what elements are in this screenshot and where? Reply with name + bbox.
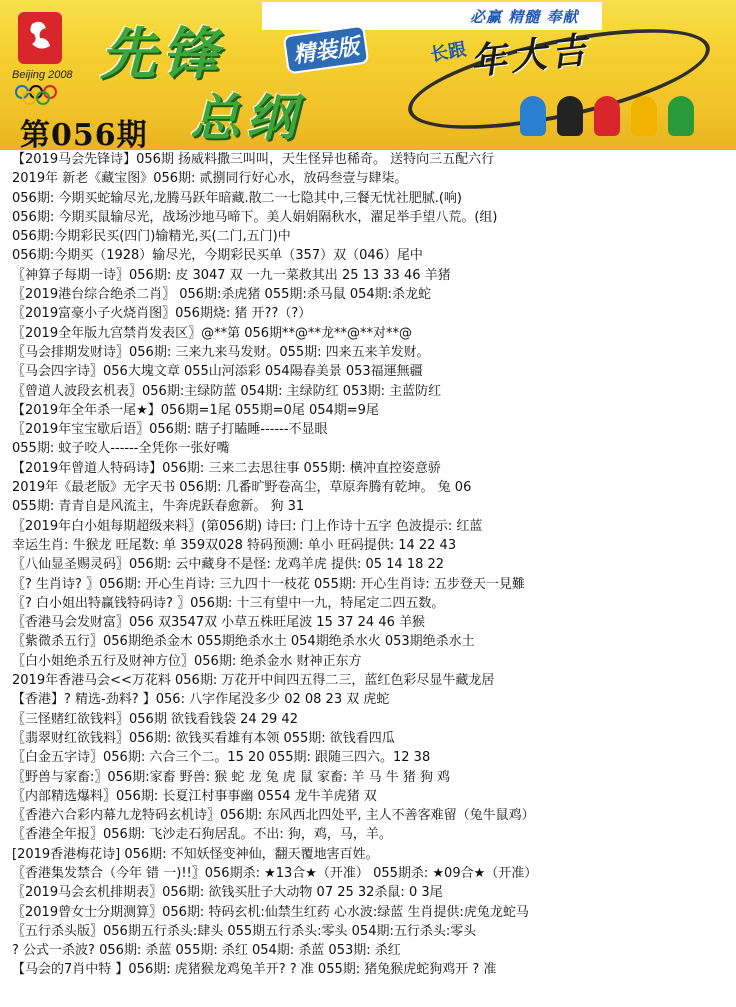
text-line: 056期: 今期买蛇输尽光,龙腾马跃年暗藏.散二一七隐其中,三餐无忧社肥腻.(响) bbox=[12, 190, 462, 206]
text-line: 〖2019港台综合绝杀二肖〗 056期:杀虎猪 055期:杀马鼠 054期:杀龙蛇 bbox=[12, 287, 432, 303]
mascot-icon bbox=[594, 96, 620, 136]
text-line: 〖香港六合彩内幕九龙特码玄机诗〗056期: 东风西北四处平, 主人不善客难留（兔牛鼠鸡） bbox=[12, 808, 535, 824]
text-line: [2019香港梅花诗] 056期: 不知妖怪变神仙，翻天覆地害百姓。 bbox=[12, 846, 379, 862]
text-line: 〖内部精选爆料〗056期: 长夏江村事事幽 0554 龙牛羊虎猪 双 bbox=[12, 788, 377, 804]
text-line: 【2019马会先锋诗】056期 扬威料撒三叫叫，天生怪异也稀奇。 送特向三五配六行 bbox=[12, 152, 495, 167]
text-line: 056期: 今期买鼠输尽光，战场沙地马啼下。美人娟娟隔秋水，濯足举手望八荒。(组) bbox=[12, 209, 498, 225]
text-line: 幸运生肖: 牛猴龙 旺尾数: 单 359双028 特码预测: 单小 旺码提供: 14 22 43 bbox=[12, 537, 457, 553]
text-line: 〖五行杀头版〗056期五行杀头:肆头 055期五行杀头:零头 054期:五行杀头:零头 bbox=[12, 923, 477, 939]
banner-big-slogan: 年大吉 bbox=[468, 28, 593, 84]
text-line: 055期: 青青自是风流主，牛奔虎跃春愈新。 狗 31 bbox=[12, 499, 305, 515]
header-banner bbox=[0, 0, 736, 150]
mascots-group bbox=[520, 96, 720, 148]
text-line: 〖2019曾女士分期测算〗056期: 特码玄机:仙禁生红药 心水波:绿蓝 生肖提供:虎兔龙蛇马 bbox=[12, 904, 529, 920]
text-line: 〖白金五字诗〗056期: 六合三个二。15 20 055期: 跟随三四六。12 38 bbox=[12, 750, 431, 766]
banner-slogan: 必赢 精髓 奉献 bbox=[470, 8, 579, 26]
text-line: 2019年香港马会<<万花料 056期: 万花开中间四五得二三，蓝红色彩尽显牛藏龙居 bbox=[12, 673, 495, 689]
mascot-icon bbox=[557, 96, 583, 136]
text-line: 【2019年全年杀一尾★】056期=1尾 055期=0尾 054期=9尾 bbox=[12, 402, 379, 418]
text-line: 055期: 蚊子咬人------全凭你一张好嘴 bbox=[12, 441, 230, 457]
text-line: 【2019年曾道人特码诗】056期: 三来二去思往事 055期: 横冲直控姿意骄 bbox=[12, 460, 441, 476]
edition-badge: 精装版 bbox=[283, 24, 370, 74]
banner-title-bottom: 总纲 bbox=[190, 88, 302, 147]
logo-caption: Beijing 2008 bbox=[12, 69, 73, 81]
text-line: 〖2019富豪小子火烧肖图〗056期烧: 猪 开??（?） bbox=[12, 306, 312, 322]
text-line: 〖紫微杀五行〗056期绝杀金木 055期绝杀水土 054期绝杀水火 053期绝杀水土 bbox=[12, 634, 475, 650]
text-line: 〖三怪赌红欲钱料〗056期 欲钱看钱袋 24 29 42 bbox=[12, 711, 298, 727]
text-line: 〖香港全年报〗056期: 飞沙走石狗居乱。不出: 狗，鸡，马，羊。 bbox=[12, 827, 392, 843]
text-line: ? 公式一杀波? 056期: 杀蓝 055期: 杀红 054期: 杀蓝 053期: 杀红 bbox=[12, 943, 401, 959]
text-line: 〖2019年宝宝歇后语〗056期: 瞎子打瞌睡------不显眼 bbox=[12, 422, 328, 438]
text-line: 〖香港集发禁合（今年 错 一)!!〗056期杀: ★13合★（开准） 055期杀: ★09合★（开准） bbox=[12, 865, 538, 881]
beijing-olympics-logo bbox=[10, 8, 90, 108]
text-line: 〖神算子每期一诗〗056期: 皮 3047 双 一九一菜救其出 25 13 33 46 羊猪 bbox=[12, 267, 451, 283]
text-line: 〖? 生肖诗? 〗056期: 开心生肖诗: 三九四十一枝花 055期: 开心生肖诗: 五步登天一見難 bbox=[12, 576, 525, 592]
text-line: 【马会的7肖中特 】056期: 虎猪猴龙鸡兔羊开? ? 准 055期: 猪兔猴虎蛇狗鸡开 ? 准 bbox=[12, 962, 497, 978]
mascot-icon bbox=[631, 96, 657, 136]
text-line: 〖香港马会发财富〗056 双3547双 小草五株旺尾波 15 37 24 46 羊猴 bbox=[12, 615, 425, 631]
prediction-text-list bbox=[12, 150, 732, 980]
mascot-icon bbox=[520, 96, 546, 136]
mascot-icon bbox=[668, 96, 694, 136]
banner-title-top: 先锋 bbox=[100, 21, 224, 87]
olympic-emblem-icon bbox=[10, 8, 90, 108]
banner-side-text: 长跟 bbox=[428, 39, 468, 66]
text-line: 〖曾道人波段玄机表〗056期:主绿防蓝 054期: 主绿防红 053期: 主蓝防红 bbox=[12, 383, 442, 399]
text-line: 2019年《最老版》无字天书 056期: 几番旷野卷高尘，草原奔腾有乾坤。 兔 06 bbox=[12, 480, 472, 496]
text-line: 〖野兽与家畜:〗056期:家畜 野兽: 猴 蛇 龙 兔 虎 鼠 家畜: 羊 马 牛 猪 狗 鸡 bbox=[12, 769, 451, 785]
text-line: 056期:今期彩民买(四门)输精光,买(二门,五门)中 bbox=[12, 229, 291, 245]
text-line: 〖2019马会玄机排期表〗056期: 欲钱买肚子大动物 07 25 32杀鼠: 0 3尾 bbox=[12, 885, 443, 901]
text-line: 〖2019年白小姐每期超级来料〗(第056期) 诗曰: 门上作诗十五字 色波提示: 红蓝 bbox=[12, 518, 483, 534]
text-line: 〖马会四字诗〗056大塊文章 055山河添彩 054陽春美景 053福運無疆 bbox=[12, 364, 423, 380]
text-line: 【香港】? 精选-劲料? 】056: 八字作尾没多少 02 08 23 双 虎蛇 bbox=[12, 692, 390, 708]
text-line: 〖翡翠财红欲钱料〗056期: 欲钱买看雄有本领 055期: 欲钱看四瓜 bbox=[12, 730, 395, 746]
text-line: 2019年 新老《藏宝图》056期: 贰捌同行好心水，放码叁壹与肆柒。 bbox=[12, 171, 408, 187]
issue-number: 第056期 bbox=[20, 118, 148, 150]
text-line: 〖? 白小姐出特赢钱特码诗? 〗056期: 十三有望中一九，特尾定二四五数。 bbox=[12, 595, 445, 611]
text-line: 056期:今期买（1928）输尽光，今期彩民买单（357）双（046）尾中 bbox=[12, 248, 423, 264]
text-line: 〖白小姐绝杀五行及财神方位〗056期: 绝杀金水 财神正东方 bbox=[12, 653, 362, 669]
text-line: 〖2019全年版九宫禁肖发表区〗@**第 056期**@**龙**@**对**@ bbox=[12, 325, 413, 341]
text-line: 〖马会排期发财诗〗056期: 三来九来马发财。055期: 四来五来羊发财。 bbox=[12, 344, 430, 360]
text-line: 〖八仙显圣赐灵码〗056期: 云中藏身不是怪: 龙鸡羊虎 提供: 05 14 18 22 bbox=[12, 557, 445, 573]
